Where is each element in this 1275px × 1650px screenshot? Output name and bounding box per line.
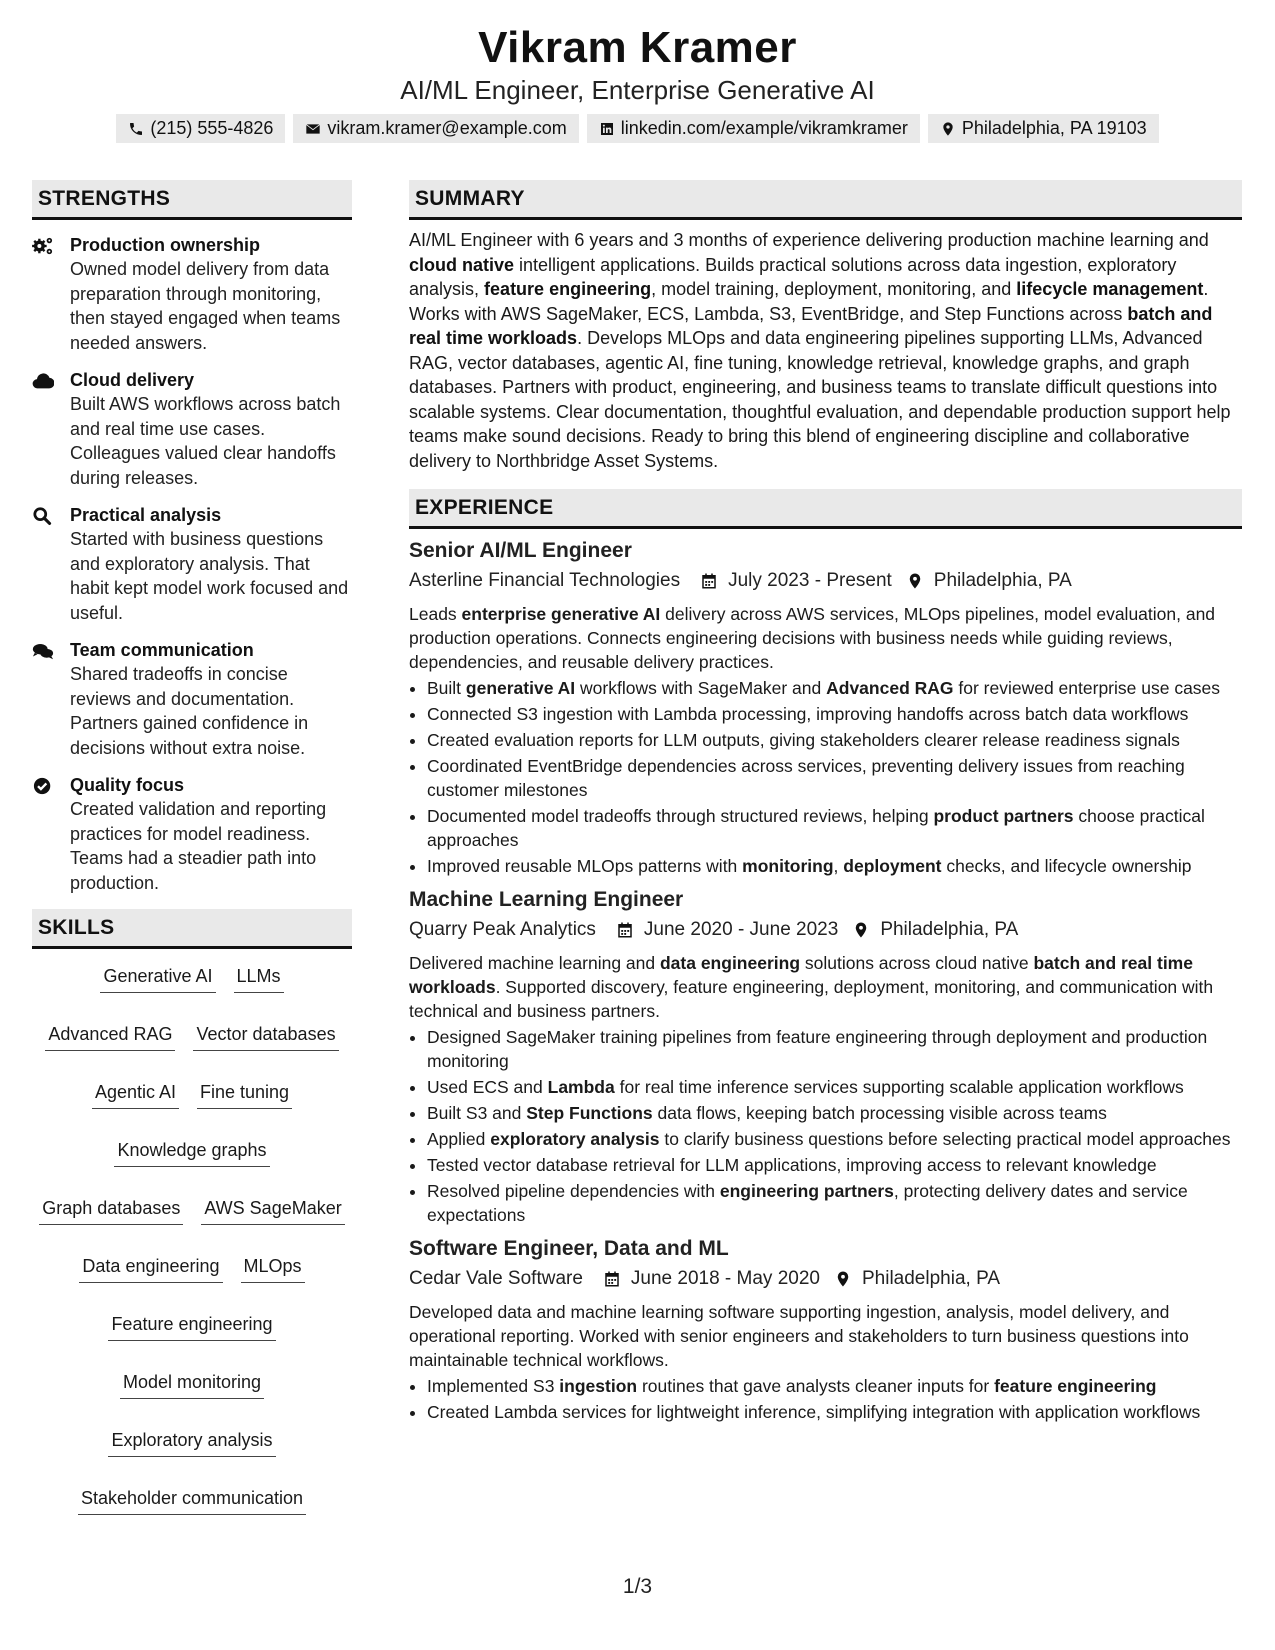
skill-tag: MLOps xyxy=(241,1251,305,1283)
experience-list xyxy=(409,537,1242,1424)
envelope-icon xyxy=(305,121,321,137)
map-pin-icon xyxy=(940,121,956,137)
skill-tag: Advanced RAG xyxy=(45,1019,175,1051)
strength-desc: Started with business questions and exploratory analysis. That habit kept model work focused and useful. xyxy=(70,529,349,623)
job-entry xyxy=(409,886,1242,1227)
job-title: Machine Learning Engineer xyxy=(409,888,684,911)
calendar-icon xyxy=(616,921,634,939)
contact-bar xyxy=(0,114,1275,143)
strength-desc: Shared tradeoffs in concise reviews and documentation. Partners gained confidence in decisions without extra noise. xyxy=(70,664,309,758)
skill-tag: Stakeholder communication xyxy=(78,1483,306,1515)
candidate-title: AI/ML Engineer, Enterprise Generative AI xyxy=(400,75,875,105)
job-bullet: • Created Lambda services for lightweight inference, simplifying integration with application workflows xyxy=(427,1400,1242,1424)
job-description: Leads enterprise generative AI delivery across AWS services, MLOps pipelines, model evaluation, and production operations. Connects engineering decisions with business needs while guiding reviews, dependencies, and reusable delivery practices. xyxy=(409,604,1216,672)
skill-tag: Data engineering xyxy=(79,1251,222,1283)
experience-heading: EXPERIENCE xyxy=(409,489,1242,529)
job-entry xyxy=(409,1235,1242,1424)
map-pin-icon xyxy=(906,572,924,590)
skill-tag: Generative AI xyxy=(100,961,215,993)
contact-location xyxy=(928,114,1159,143)
job-company: Quarry Peak Analytics xyxy=(409,919,596,940)
contact-email[interactable] xyxy=(293,114,578,143)
left-column xyxy=(32,180,352,1515)
skill-tag: Graph databases xyxy=(39,1193,183,1225)
job-bullets xyxy=(409,1374,1242,1424)
strength-item xyxy=(32,773,352,895)
right-column xyxy=(409,180,1242,1426)
skill-tag: Knowledge graphs xyxy=(114,1135,269,1167)
job-bullet: • Coordinated EventBridge dependencies across services, preventing delivery issues from reaching customer milestones xyxy=(427,754,1242,802)
skill-tag: Vector databases xyxy=(193,1019,338,1051)
job-bullet: • Implemented S3 ingestion routines that gave analysts cleaner inputs for feature engineering xyxy=(427,1374,1242,1398)
strength-title: Production ownership xyxy=(70,235,261,255)
calendar-icon xyxy=(603,1270,621,1288)
job-company: Asterline Financial Technologies xyxy=(409,570,681,591)
job-description: Delivered machine learning and data engineering solutions across cloud native batch and real time workloads. Supported discovery, feature engineering, deployment, monitoring, and communication with technical and business partners. xyxy=(409,953,1214,1021)
job-description: Developed data and machine learning software supporting ingestion, analysis, model delivery, and operational reporting. Worked with senior engineers and stakeholders to turn business questions into maintainable technical workflows. xyxy=(409,1302,1189,1370)
job-dates: June 2018 - May 2020 xyxy=(630,1268,820,1289)
job-dates: June 2020 - June 2023 xyxy=(643,919,839,940)
skill-tag: Feature engineering xyxy=(108,1309,275,1341)
job-entry xyxy=(409,537,1242,878)
resume-header xyxy=(0,0,1275,143)
job-bullet: • Connected S3 ingestion with Lambda processing, improving handoffs across batch data workflows xyxy=(427,702,1242,726)
strengths-heading: STRENGTHS xyxy=(32,180,352,220)
job-bullet: • Documented model tradeoffs through structured reviews, helping product partners choose practical approaches xyxy=(427,804,1242,852)
comments-icon xyxy=(32,641,54,661)
job-meta xyxy=(409,1264,1242,1294)
job-company: Cedar Vale Software xyxy=(409,1268,583,1289)
skill-tag: Fine tuning xyxy=(197,1077,292,1109)
job-title: Software Engineer, Data and ML xyxy=(409,1237,729,1260)
contact-phone[interactable] xyxy=(116,114,285,143)
strength-title: Cloud delivery xyxy=(70,370,195,390)
job-bullet: • Applied exploratory analysis to clarify business questions before selecting practical model approaches xyxy=(427,1127,1242,1151)
job-title: Senior AI/ML Engineer xyxy=(409,539,632,562)
strength-desc: Owned model delivery from data preparation through monitoring, then stayed engaged when teams needed answers. xyxy=(70,259,341,353)
page-number: 1/3 xyxy=(622,1575,653,1598)
email-text: vikram.kramer@example.com xyxy=(327,118,567,138)
linkedin-text: linkedin.com/example/vikramkramer xyxy=(620,118,908,138)
strength-title: Practical analysis xyxy=(70,505,222,525)
contact-linkedin[interactable] xyxy=(587,114,920,143)
skill-tag: Model monitoring xyxy=(120,1367,264,1399)
strength-desc: Built AWS workflows across batch and real time use cases. Colleagues valued clear handoffs during releases. xyxy=(70,394,341,488)
summary-heading: SUMMARY xyxy=(409,180,1242,220)
summary-text: AI/ML Engineer with 6 years and 3 months of experience delivering production machine learning and cloud native intelligent applications. Builds practical solutions across data ingestion, exploratory analysis, feature engineering, model training, deployment, monitoring, and lifecycle management. Works with AWS SageMaker, ECS, Lambda, S3, EventBridge, and Step Functions across batch and real time workloads. Develops MLOps and data engineering pipelines supporting LLMs, Advanced RAG, vector databases, agentic AI, fine tuning, knowledge retrieval, knowledge graphs, and graph databases. Partners with product, engineering, and business teams to translate difficult questions into scalable systems. Clear documentation, thoughtful evaluation, and dependable production support help teams make sound decisions. Ready to bring this blend of engineering discipline and collaborative delivery to Northbridge Asset Systems. xyxy=(409,230,1231,471)
strength-title: Team communication xyxy=(70,640,254,660)
job-location: Philadelphia, PA xyxy=(933,570,1072,591)
job-bullet: • Tested vector database retrieval for LLM applications, improving access to relevant knowledge xyxy=(427,1153,1242,1177)
job-bullet: • Used ECS and Lambda for real time inference services supporting scalable application workflows xyxy=(427,1075,1242,1099)
job-bullet: • Improved reusable MLOps patterns with monitoring, deployment checks, and lifecycle ownership xyxy=(427,854,1242,878)
strength-title: Quality focus xyxy=(70,775,185,795)
job-bullet: • Built generative AI workflows with SageMaker and Advanced RAG for reviewed enterprise use cases xyxy=(427,676,1242,700)
job-bullet: • Created evaluation reports for LLM outputs, giving stakeholders clearer release readiness signals xyxy=(427,728,1242,752)
job-meta xyxy=(409,566,1242,596)
linkedin-icon xyxy=(599,121,615,137)
search-icon xyxy=(32,506,54,526)
strength-desc: Created validation and reporting practices for model readiness. Teams had a steadier path into production. xyxy=(70,799,327,893)
phone-text: (215) 555-4826 xyxy=(150,118,274,138)
candidate-name: Vikram Kramer xyxy=(478,23,797,72)
job-bullet: • Designed SageMaker training pipelines from feature engineering through deployment and production monitoring xyxy=(427,1025,1242,1073)
skill-tag: AWS SageMaker xyxy=(201,1193,344,1225)
strength-item xyxy=(32,233,352,355)
job-bullets xyxy=(409,676,1242,878)
phone-icon xyxy=(128,121,144,137)
map-pin-icon xyxy=(834,1270,852,1288)
skills-list xyxy=(32,961,352,1515)
job-bullet: • Resolved pipeline dependencies with engineering partners, protecting delivery dates and service expectations xyxy=(427,1179,1242,1227)
location-text: Philadelphia, PA 19103 xyxy=(961,118,1147,138)
strengths-list xyxy=(32,233,352,895)
job-dates: July 2023 - Present xyxy=(728,570,892,591)
strength-item xyxy=(32,503,352,625)
skill-tag: Agentic AI xyxy=(92,1077,179,1109)
gears-icon xyxy=(32,236,54,256)
strength-item xyxy=(32,368,352,490)
calendar-icon xyxy=(700,572,718,590)
job-location: Philadelphia, PA xyxy=(880,919,1019,940)
skill-tag: LLMs xyxy=(234,961,284,993)
skills-heading: SKILLS xyxy=(32,909,352,949)
job-bullets xyxy=(409,1025,1242,1227)
job-location: Philadelphia, PA xyxy=(861,1268,1001,1289)
cloud-icon xyxy=(32,371,54,391)
strength-item xyxy=(32,638,352,760)
job-meta xyxy=(409,915,1242,945)
check-circle-icon xyxy=(32,776,54,796)
skill-tag: Exploratory analysis xyxy=(108,1425,275,1457)
map-pin-icon xyxy=(852,921,870,939)
job-bullet: • Built S3 and Step Functions data flows, keeping batch processing visible across teams xyxy=(427,1101,1242,1125)
